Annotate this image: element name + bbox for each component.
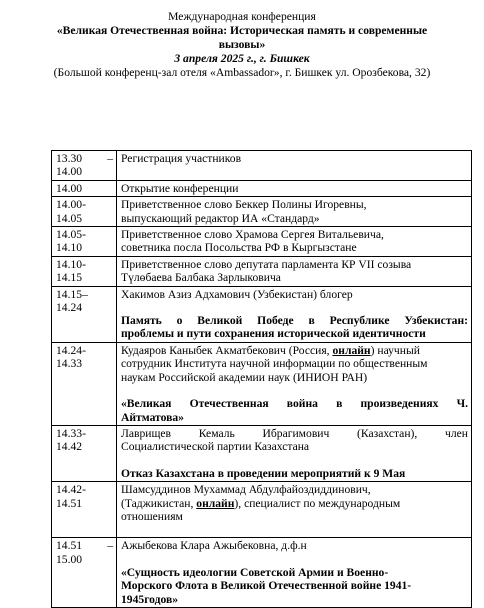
desc-line: Приветственное слово Храмова Сергея Витальевича, bbox=[121, 228, 384, 242]
speaker-line: Шамсуддинов Мухаммад Абдулфайоздиддинович, bbox=[121, 483, 371, 497]
time-cell bbox=[52, 538, 117, 608]
speaker-line bbox=[121, 344, 468, 357]
time-start: 14.42- bbox=[56, 483, 86, 497]
time-start: 14.24- bbox=[56, 343, 86, 357]
desc-cell bbox=[117, 256, 472, 286]
time-end: 14.24 bbox=[56, 301, 83, 315]
time-start: 14.10- bbox=[56, 257, 86, 271]
desc-line: Регистрация участников bbox=[121, 152, 242, 165]
conference-venue: (Большой конференц-зал отеля «Ambassador», г. Бишкек ул. Орозбекова, 32) bbox=[53, 66, 431, 79]
desc-cell bbox=[117, 151, 472, 181]
topic-line: Айтматова» bbox=[121, 410, 184, 424]
speaker-line: наукам Российской академии наук (ИНИОН РАН) bbox=[121, 370, 368, 384]
time-cell bbox=[52, 482, 117, 538]
time-cell bbox=[52, 342, 117, 425]
speaker-line: Лаврищев Кемаль Ибрагимович (Казахстан), член bbox=[121, 426, 468, 440]
time-end: 14.33 bbox=[56, 357, 83, 371]
desc-cell bbox=[117, 197, 472, 227]
time-start: 13.30 bbox=[56, 152, 83, 165]
time-end: 14.42 bbox=[56, 440, 83, 454]
time-start: 14.51 bbox=[56, 539, 83, 553]
speaker-line: Социалистической партии Казахстана bbox=[121, 440, 310, 454]
topic-line: проблемы и пути сохранения исторической идентичности bbox=[121, 327, 426, 341]
topic-line: Отказ Казахстана в проведении мероприятий к 9 Мая bbox=[121, 466, 406, 480]
online-tag: онлайн bbox=[196, 496, 235, 510]
table-row bbox=[52, 151, 472, 181]
time-start: 14.00 bbox=[56, 181, 83, 195]
time-dash: – bbox=[107, 539, 113, 553]
table-row bbox=[52, 180, 472, 196]
topic-line: «Сущность идеологии Советской Армии и Военно- bbox=[121, 565, 389, 579]
table-row bbox=[52, 482, 472, 538]
speaker-text: Кудаяров Каныбек Акматбекович (Россия, bbox=[121, 343, 333, 357]
desc-line: Приветственное слово депутата парламента КР VII созыва bbox=[121, 257, 412, 271]
table-row bbox=[52, 425, 472, 481]
topic-line: Морского Флота в Великой Отечественной войне 1941- bbox=[121, 579, 412, 593]
desc-cell bbox=[117, 538, 472, 608]
time-cell bbox=[52, 286, 117, 342]
spacer bbox=[121, 454, 468, 467]
time-dash: – bbox=[107, 152, 113, 165]
time-start: 14.05- bbox=[56, 228, 86, 242]
conference-title-line1: «Великая Отечественная война: Историческая память и современные bbox=[56, 24, 428, 37]
speaker-line: Хакимов Азиз Адхамович (Узбекистан) блогер bbox=[121, 287, 353, 301]
speaker-line: сотрудник Института научной информации по общественным bbox=[121, 357, 428, 371]
time-cell bbox=[52, 197, 117, 227]
desc-line: Открытие конференции bbox=[121, 181, 239, 195]
time-end: 14.00 bbox=[56, 165, 83, 179]
program-table bbox=[51, 150, 472, 608]
topic-line: Память о Великой Победе в Республике Узбекистан: bbox=[121, 314, 468, 328]
table-row bbox=[52, 538, 472, 608]
time-start: 14.33- bbox=[56, 426, 86, 440]
online-tag: онлайн bbox=[332, 343, 371, 357]
desc-cell bbox=[117, 342, 472, 425]
time-end: 14.05 bbox=[56, 211, 83, 225]
desc-cell bbox=[117, 286, 472, 342]
speaker-line bbox=[121, 497, 468, 510]
time-cell bbox=[52, 151, 117, 181]
spacer bbox=[121, 553, 468, 566]
document-header bbox=[0, 10, 484, 80]
table-row bbox=[52, 342, 472, 425]
table-row bbox=[52, 286, 472, 342]
table-row bbox=[52, 197, 472, 227]
time-end: 15.00 bbox=[56, 552, 83, 566]
conference-title-line2: вызовы» bbox=[218, 38, 266, 51]
speaker-text: ), специалист по международным bbox=[234, 496, 401, 510]
time-cell bbox=[52, 180, 117, 196]
topic-line: 1945годов» bbox=[121, 592, 179, 606]
desc-line: Түлөбаева Балбака Зарлыковича bbox=[121, 271, 281, 285]
desc-cell bbox=[117, 482, 472, 538]
topic-line: «Великая Отечественная война в произведениях Ч. bbox=[121, 397, 468, 411]
speaker-line: Ажыбекова Клара Ажыбековна, д.ф.н bbox=[121, 539, 307, 553]
desc-line: выпускающий редактор ИА «Стандард» bbox=[121, 211, 320, 225]
table-row bbox=[52, 227, 472, 257]
spacer bbox=[121, 384, 468, 397]
desc-cell bbox=[117, 227, 472, 257]
time-end: 14.15 bbox=[56, 271, 83, 285]
desc-cell bbox=[117, 425, 472, 481]
time-end: 14.51 bbox=[56, 496, 83, 510]
spacer bbox=[121, 523, 468, 536]
spacer bbox=[121, 301, 468, 314]
speaker-text: ) научный bbox=[370, 343, 420, 357]
time-cell bbox=[52, 425, 117, 481]
table-row bbox=[52, 256, 472, 286]
conference-date: 3 апреля 2025 г., г. Бишкек bbox=[174, 52, 310, 65]
time-end: 14.10 bbox=[56, 241, 83, 255]
time-start: 14.00- bbox=[56, 198, 86, 212]
time-start: 14.15– bbox=[56, 287, 88, 301]
time-cell bbox=[52, 227, 117, 257]
speaker-line: отношениям bbox=[121, 509, 183, 523]
desc-cell bbox=[117, 180, 472, 196]
desc-line: советника посла Посольства РФ в Кыргызстане bbox=[121, 241, 357, 255]
time-cell bbox=[52, 256, 117, 286]
conference-type: Международная конференция bbox=[168, 10, 316, 23]
speaker-text: (Таджикистан, bbox=[121, 496, 197, 510]
desc-line: Приветственное слово Беккер Полины Игоревны, bbox=[121, 198, 367, 212]
